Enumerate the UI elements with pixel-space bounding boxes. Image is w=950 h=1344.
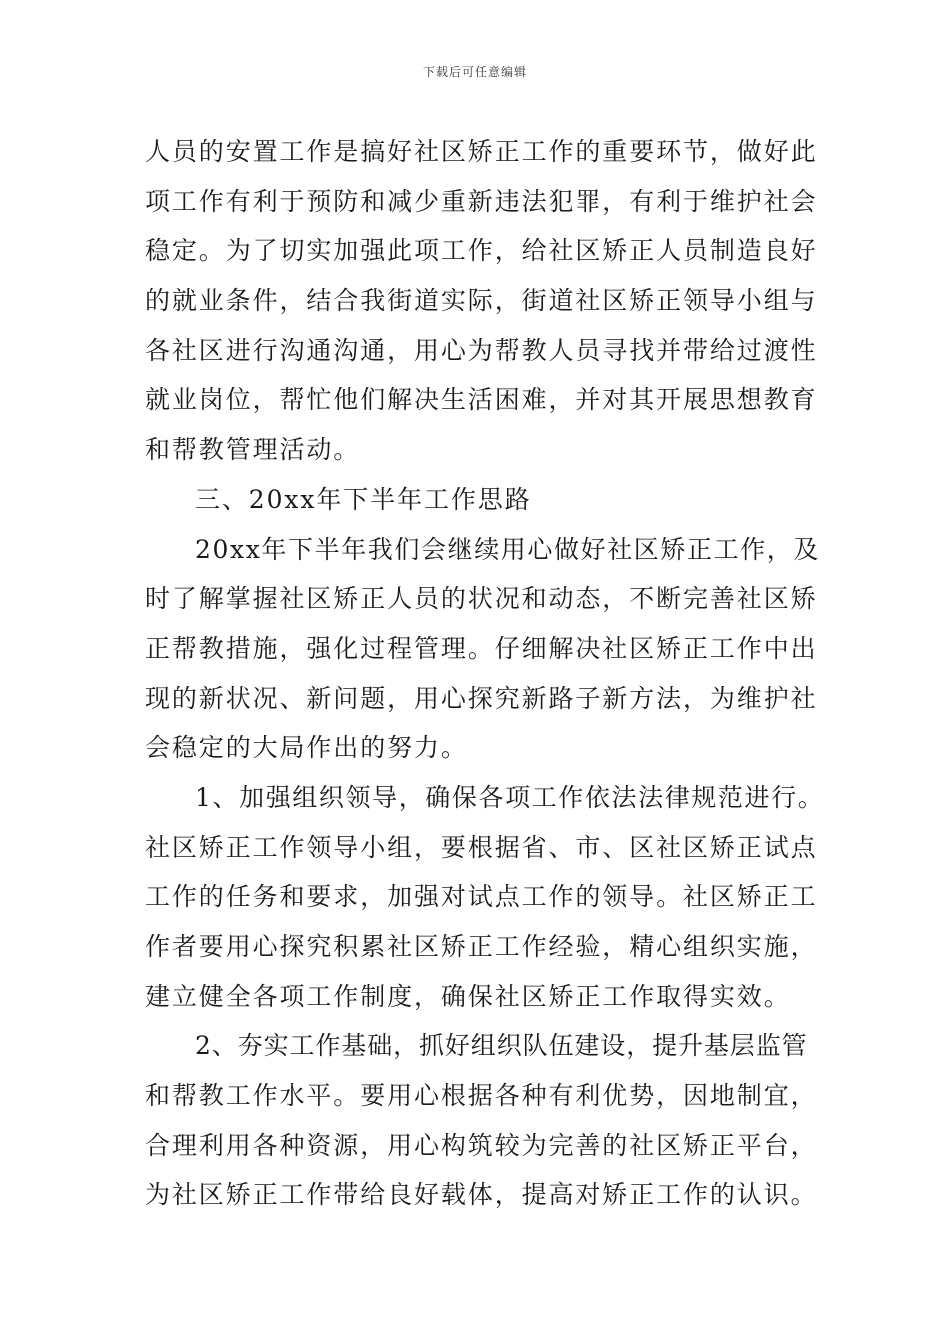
text-line: 为社区矫正工作带给良好载体，提高对矫正工作的认识。	[145, 1180, 818, 1210]
text-line: 1、加强组织领导，确保各项工作依法法律规范进行。	[195, 782, 825, 812]
text-line: 项工作有利于预防和减少重新违法犯罪，有利于维护社会	[145, 186, 818, 216]
text-line: 作者要用心探究积累社区矫正工作经验，精心组织实施，	[145, 932, 818, 961]
document-body	[145, 127, 825, 1220]
text-line: 和帮教管理活动。	[145, 435, 361, 465]
text-line: 工作的任务和要求，加强对试点工作的领导。社区矫正工	[145, 882, 818, 912]
page-header: 下载后可任意编辑	[422, 65, 527, 79]
text-line: 合理利用各种资源，用心构筑较为完善的社区矫正平台，	[145, 1130, 818, 1160]
text-line: 就业岗位，帮忙他们解决生活困难，并对其开展思想教育	[145, 385, 818, 415]
text-line: 2、夯实工作基础，抓好组织队伍建设，提升基层监管	[195, 1031, 808, 1061]
text-line: 的就业条件，结合我街道实际，街道社区矫正领导小组与	[145, 286, 818, 316]
text-line: 正帮教措施，强化过程管理。仔细解决社区矫正工作中出	[145, 633, 818, 663]
section-heading: 三、20xx年下半年工作思路	[195, 484, 532, 514]
text-line: 时了解掌握社区矫正人员的状况和动态，不断完善社区矫	[145, 584, 818, 614]
text-line: 会稳定的大局作出的努力。	[145, 733, 468, 763]
text-line: 建立健全各项工作制度，确保社区矫正工作取得实效。	[145, 981, 791, 1011]
text-line: 和帮教工作水平。要用心根据各种有利优势，因地制宜，	[145, 1081, 818, 1111]
text-line: 人员的安置工作是搞好社区矫正工作的重要环节，做好此	[145, 137, 818, 166]
text-line: 稳定。为了切实加强此项工作，给社区矫正人员制造良好	[145, 236, 818, 266]
text-line: 20xx年下半年我们会继续用心做好社区矫正工作，及	[195, 534, 821, 564]
text-line: 社区矫正工作领导小组，要根据省、市、区社区矫正试点	[145, 832, 818, 862]
text-line: 各社区进行沟通沟通，用心为帮教人员寻找并带给过渡性	[145, 335, 818, 365]
text-line: 现的新状况、新问题，用心探究新路子新方法，为维护社	[145, 683, 818, 713]
